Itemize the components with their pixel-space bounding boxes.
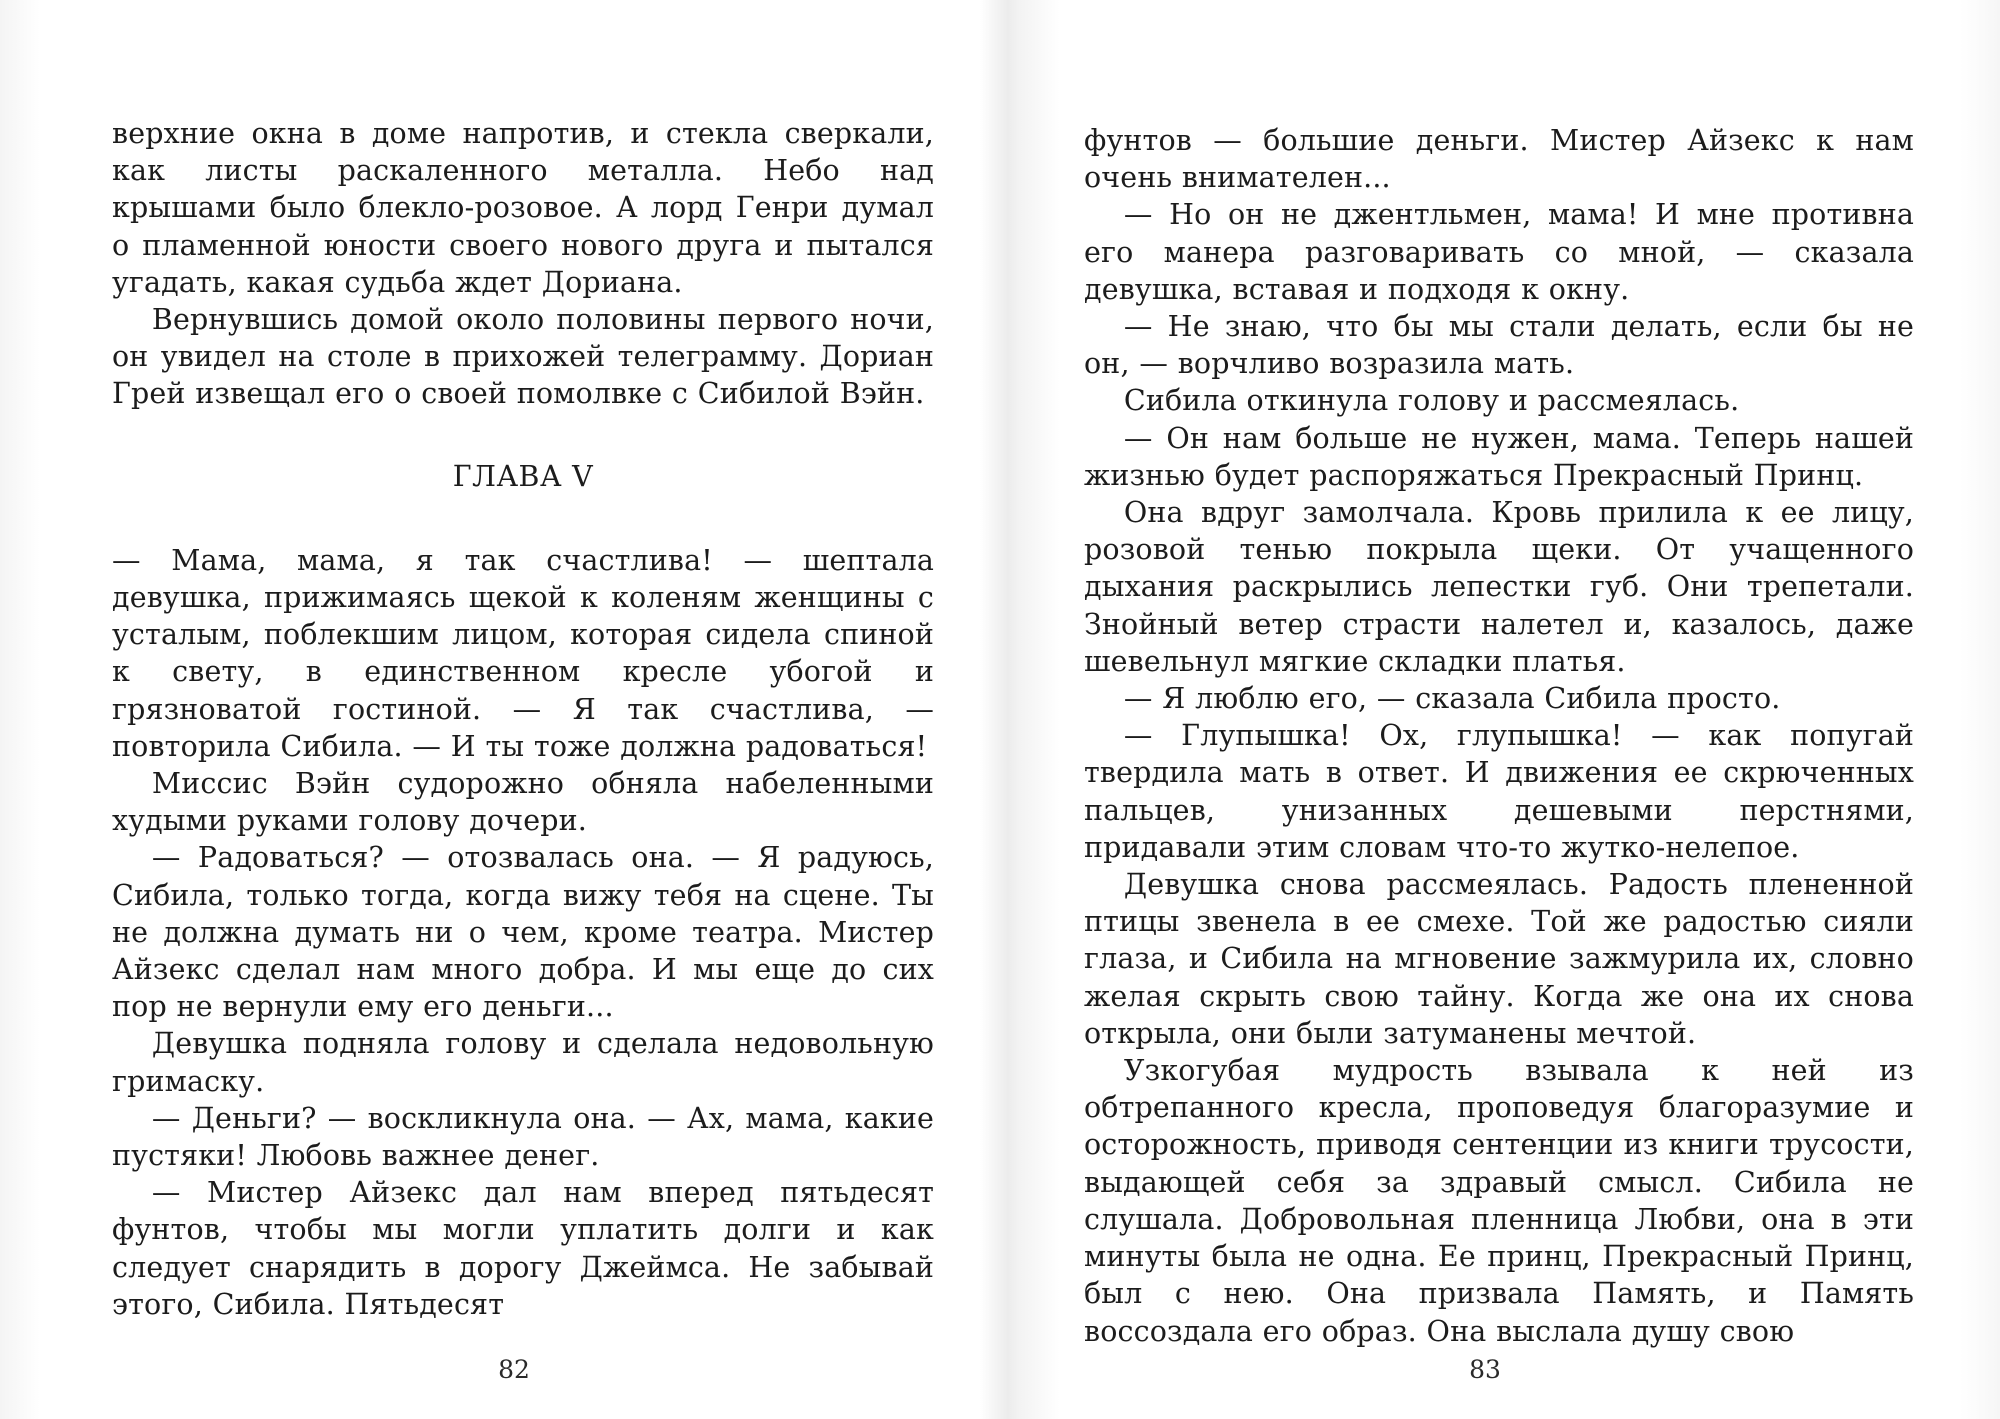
left-page-text [112,115,934,1323]
paragraph: — Он нам больше не нужен, мама. Теперь нашей жизнью будет распоряжаться Прекрасный Принц. [1084,421,1914,492]
paragraph: — Не знаю, что бы мы стали делать, если бы не он, — ворчливо возразила мать. [1084,310,1914,381]
chapter-title: ГЛАВА V [452,459,594,493]
paragraph: Сибила откинула голову и рассмеялась. [1123,384,1740,418]
paragraph: — Я люблю его, — сказала Сибила просто. [1123,682,1781,716]
paragraph: Она вдруг замолчала. Кровь прилила к ее лицу, розовой тенью покрыла щеки. От учащенного дыхания раскрылись лепестки губ. Они трепетали. Знойный ветер страсти налетел и, казалось, даже шевельнул мягкие складки платья. [1084,496,1914,678]
paragraph: — Мистер Айзекс дал нам вперед пятьдесят фунтов, чтобы мы могли уплатить долги и как следует снарядить в дорогу Джеймса. Не забывай этого, Сибила. Пятьдесят [112,1176,934,1321]
right-page-text [1084,122,1914,1350]
right-page [1000,0,2000,1419]
paragraph: — Глупышка! Ох, глупышка! — как попугай твердила мать в ответ. И движения ее скрюченных пальцев, унизанных дешевыми перстнями, придавали этим словам что-то жутко-нелепое. [1084,719,1914,864]
paragraph: — Радоваться? — отозвалась она. — Я радуюсь, Сибила, только тогда, когда вижу тебя на сцене. Ты не должна думать ни о чем, кроме театра. Мистер Айзекс сделал нам много добра. И мы еще до сих пор не вернули ему его деньги... [112,841,934,1024]
paragraph: фунтов — большие деньги. Мистер Айзекс к нам очень внимателен... [1084,124,1914,195]
page-number: 83 [1469,1355,1501,1384]
paragraph: — Деньги? — воскликнула она. — Ах, мама, какие пустяки! Любовь важнее денег. [112,1101,934,1173]
paragraph: — Но он не джентльмен, мама! И мне противна его манера разговаривать со мной, — сказала девушка, вставая и подходя к окну. [1084,198,1914,306]
paragraph: Девушка снова рассмеялась. Радость плененной птицы звенела в ее смехе. Той же радостью сияли глаза, и Сибила на мгновение зажмурила их, словно желая скрыть свою тайну. Когда же она их снова открыла, они были затуманены мечтой. [1084,868,1914,1050]
page-number: 82 [498,1355,530,1384]
paragraph: Девушка подняла голову и сделала недовольную гримаску. [112,1027,934,1098]
paragraph: Вернувшись домой около половины первого ночи, он увидел на столе в прихожей телеграмму. Дориан Грей извещал его о своей помолвке с Сибилой Вэйн. [112,303,934,411]
paragraph: Миссис Вэйн судорожно обняла набеленными худыми руками голову дочери. [112,767,934,838]
paragraph: — Мама, мама, я так счастлива! — шептала девушка, прижимаясь щекой к коленям женщины с усталым, поблекшим лицом, которая сидела спиной к свету, в единственном кресле убогой и грязноватой гостиной. — Я так счастлива, — повторила Сибила. — И ты тоже должна радоваться! [112,543,934,763]
paragraph: верхние окна в доме напротив, и стекла сверкали, как листы раскаленного металла. Небо над крышами было блекло-розовое. А лорд Генри думал о пламенной юности своего нового друга и пытался угадать, какая судьба ждет Дориана. [112,117,934,299]
paragraph: Узкогубая мудрость взывала к ней из обтрепанного кресла, проповедуя благоразумие и осторожность, приводя сентенции из книги трусости, выдающей себя за здравый смысл. Сибила не слушала. Добровольная пленница Любви, она в эти минуты была не одна. Ее принц, Прекрасный Принц, был с нею. Она призвала Память, и Память воссоздала его образ. Она выслала душу свою [1084,1054,1914,1348]
